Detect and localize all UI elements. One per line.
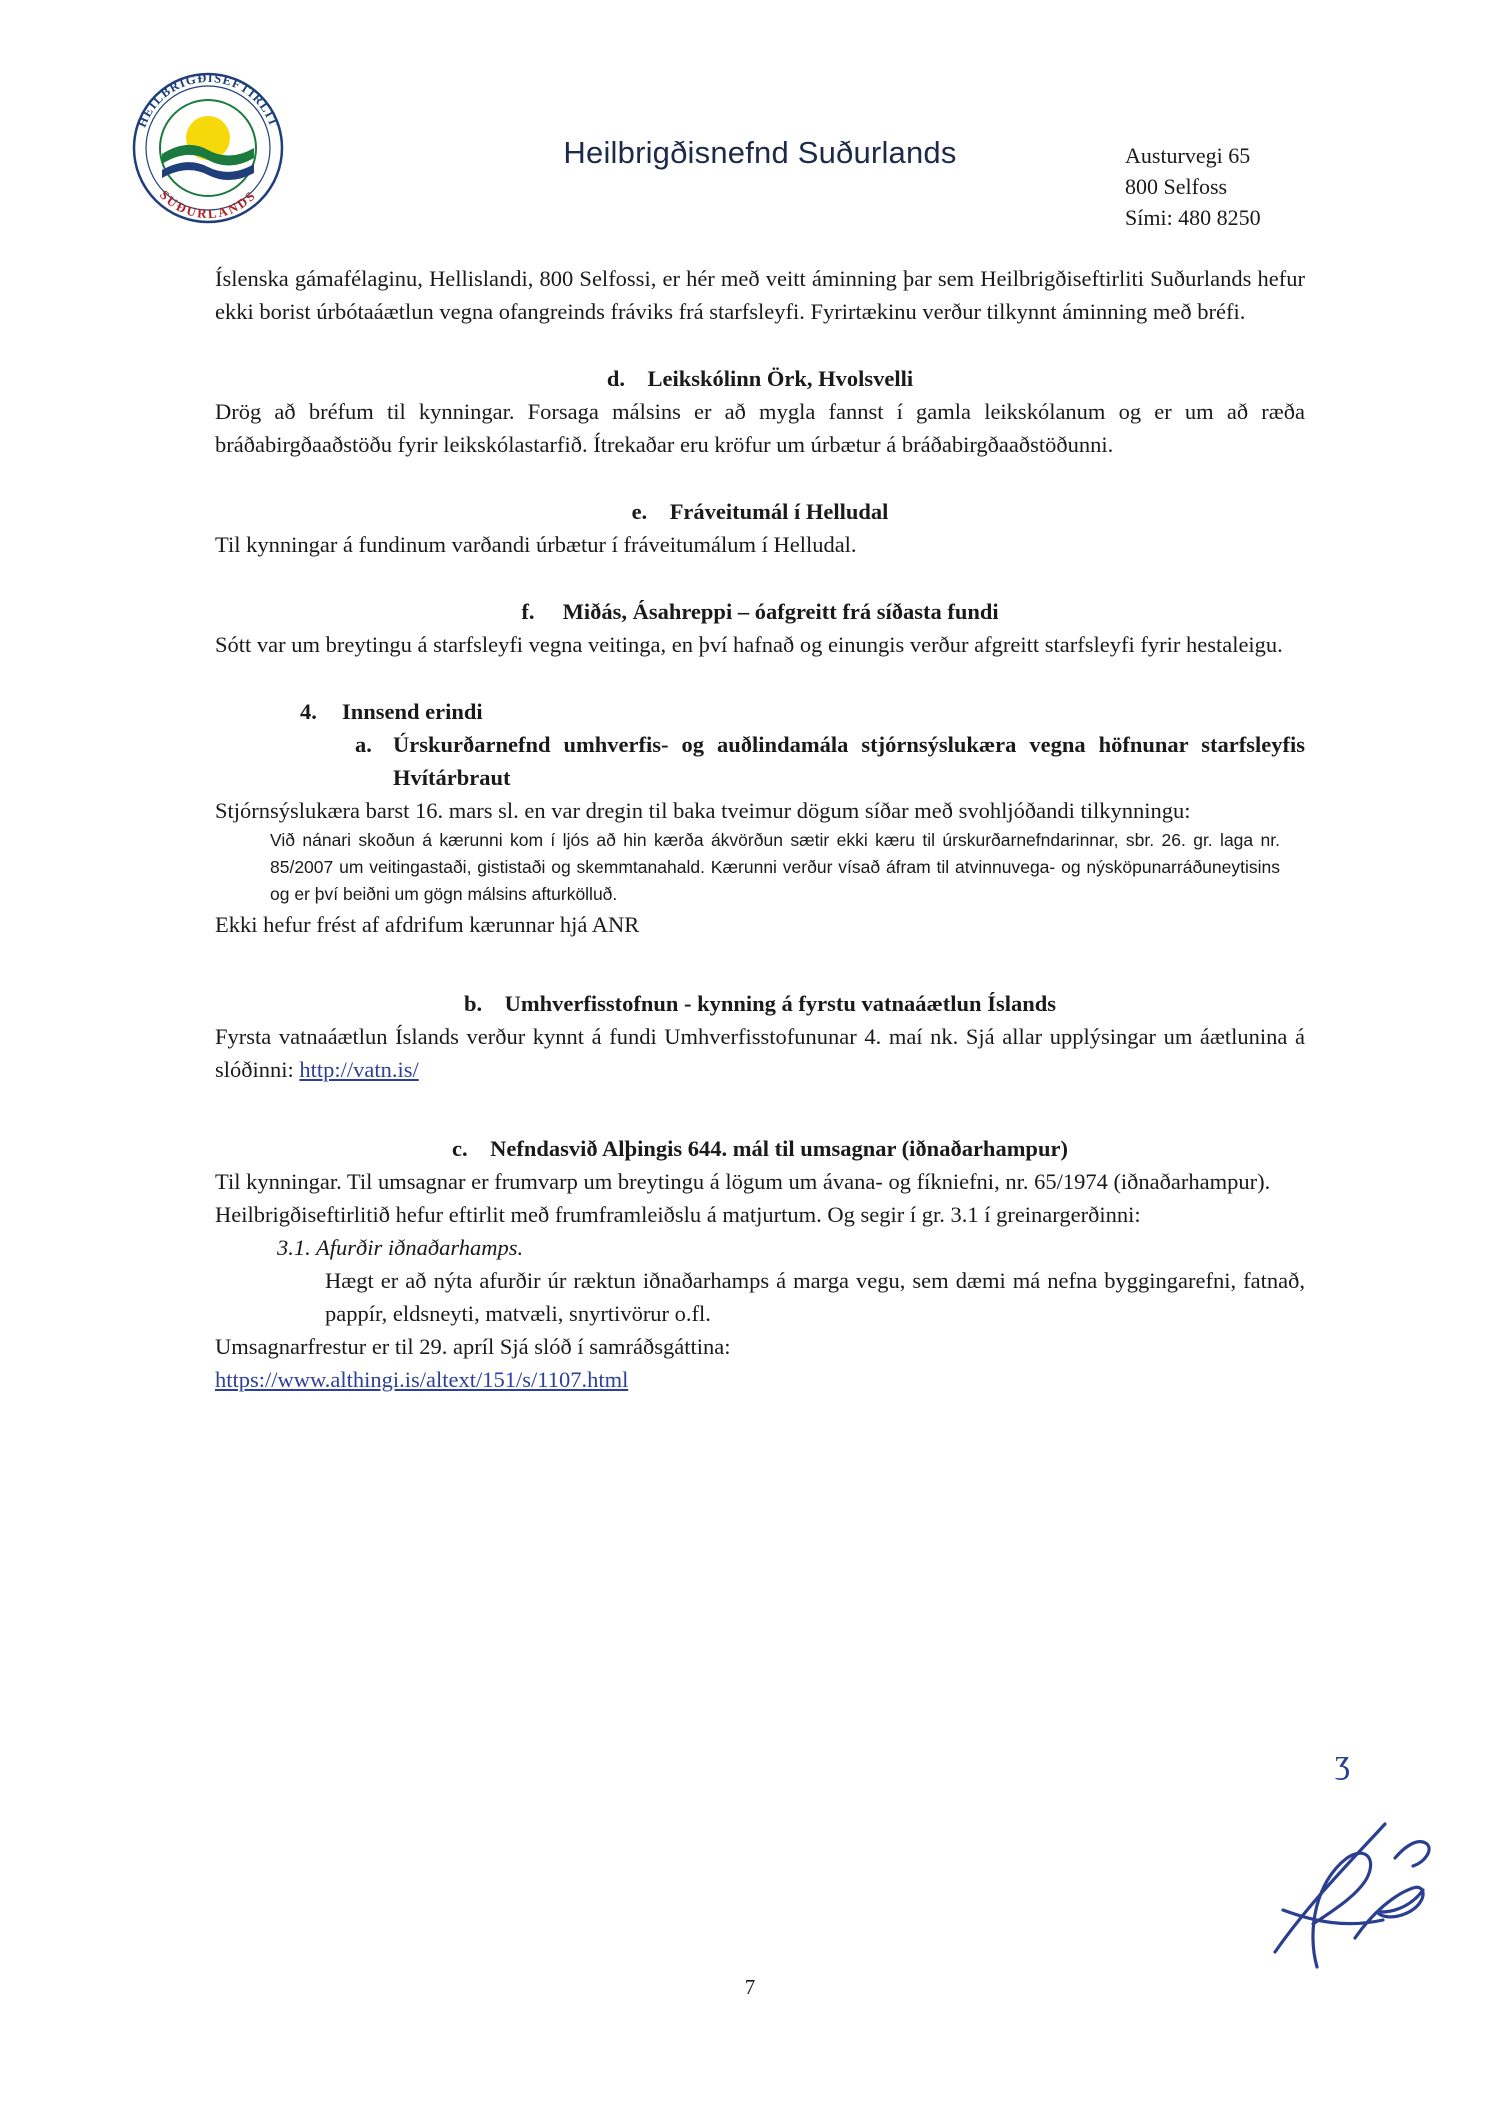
address-line-3: Sími: 480 8250 bbox=[1125, 205, 1261, 230]
item-e-letter: e. bbox=[631, 499, 648, 524]
paragraph-item-4c-3: Umsagnarfrestur er til 29. apríl Sjá slóð í samráðsgáttina: bbox=[215, 1334, 731, 1359]
handwritten-signature bbox=[1255, 1762, 1445, 2002]
vatn-link[interactable]: http://vatn.is/ bbox=[299, 1057, 419, 1082]
item-4b-letter: b. bbox=[463, 991, 483, 1016]
address-line-1: Austurvegi 65 bbox=[1125, 143, 1251, 168]
organization-logo bbox=[112, 50, 302, 230]
paragraph-item-4c-2: Heilbrigðiseftirlitið hefur eftirlit með frumframleiðslu á matjurtum. Og segir í gr. 3.1 í greinargerðinni: bbox=[215, 1202, 1141, 1227]
heading-item-d bbox=[215, 362, 1305, 395]
document-header bbox=[0, 40, 1500, 230]
paragraph-item-4a-after: Ekki hefur frést af afdrifum kærunnar hjá ANR bbox=[215, 912, 640, 937]
heading-item-4 bbox=[300, 695, 1305, 728]
signature-tick-mark: ʒ bbox=[1334, 1744, 1350, 1781]
item-f-letter: f. bbox=[521, 599, 535, 624]
svg-text:SUÐURLANDS: SUÐURLANDS bbox=[156, 187, 260, 222]
item-4-title: Innsend erindi bbox=[342, 699, 483, 724]
item-4a-title: Úrskurðarnefnd umhverfis- og auðlindamála stjórnsýslukæra vegna höfnunar starfsleyfis Hvítárbraut bbox=[393, 732, 1305, 790]
item-4c-title: Nefndasvið Alþingis 644. mál til umsagnar (iðnaðarhampur) bbox=[490, 1136, 1068, 1161]
heading-item-4b bbox=[215, 987, 1305, 1020]
page-title: Heilbrigðisnefnd Suðurlands bbox=[563, 135, 957, 170]
item-d-letter: d. bbox=[606, 366, 625, 391]
paragraph-item-4c-1: Til kynningar. Til umsagnar er frumvarp um breytingu á lögum um ávana- og fíkniefni, nr. 65/1974 (iðnaðarhampur). bbox=[215, 1169, 1271, 1194]
item-d-title: Leikskólinn Örk, Hvolsvelli bbox=[647, 366, 914, 391]
item-e-title: Fráveitumál í Helludal bbox=[669, 499, 889, 524]
item-4c-letter: c. bbox=[452, 1136, 468, 1161]
heading-item-f bbox=[215, 595, 1305, 628]
paragraph-item-f: Sótt var um breytingu á starfsleyfi vegna veitinga, en því hafnað og einungis verður afgreitt starfsleyfi fyrir hestaleigu. bbox=[215, 632, 1283, 657]
paragraph-item-d: Drög að bréfum til kynningar. Forsaga málsins er að mygla fannst í gamla leikskólanum og er um að ræða bráðabirgðaaðstöðu fyrir leikskólastarfið. Ítrekaðar eru kröfur um úrbætur á bráðabirgðaaðstöðunni. bbox=[215, 399, 1305, 457]
heading-item-4a bbox=[355, 728, 1305, 794]
header-address bbox=[1125, 140, 1261, 233]
subsection-3-1-title: 3.1. Afurðir iðnaðarhamps. bbox=[277, 1235, 524, 1260]
svg-text:HEILBRIGÐISEFTIRLIT: HEILBRIGÐISEFTIRLIT bbox=[134, 70, 282, 130]
document-body bbox=[215, 262, 1305, 1396]
subsection-3-1-body: Hægt er að nýta afurðir úr ræktun iðnaðarhamps á marga vegu, sem dæmi má nefna byggingarefni, fatnað, pappír, eldsneyti, matvæli, snyrtivörur o.fl. bbox=[325, 1268, 1305, 1326]
page-number: 7 bbox=[744, 1975, 756, 1999]
paragraph-item-e: Til kynningar á fundinum varðandi úrbætur í fráveitumálum í Helludal. bbox=[215, 532, 857, 557]
item-f-title: Miðás, Ásahreppi – óafgreitt frá síðasta fundi bbox=[562, 599, 999, 624]
item-4b-text: Fyrsta vatnaáætlun Íslands verður kynnt á fundi Umhverfisstofununar 4. maí nk. Sjá allar upplýsingar um áætlunina á slóðinni: bbox=[215, 1024, 1305, 1082]
heading-item-e bbox=[215, 495, 1305, 528]
heading-item-4c bbox=[215, 1132, 1305, 1165]
item-4-number: 4. bbox=[300, 699, 317, 724]
address-line-2: 800 Selfoss bbox=[1125, 174, 1228, 199]
item-4b-title: Umhverfisstofnun - kynning á fyrstu vatnaáætlun Íslands bbox=[504, 991, 1056, 1016]
paragraph-intro: Íslenska gámafélaginu, Hellislandi, 800 Selfossi, er hér með veitt áminning þar sem Heilbrigðiseftirliti Suðurlands hefur ekki borist úrbótaáætlun vegna ofangreinds fráviks frá starfsleyfi. Fyrirtækinu verður tilkynnt áminning með bréfi. bbox=[215, 266, 1305, 324]
althingi-link[interactable]: https://www.althingi.is/altext/151/s/1107.html bbox=[215, 1367, 629, 1392]
paragraph-item-4a: Stjórnsýslukæra barst 16. mars sl. en var dregin til baka tveimur dögum síðar með svohljóðandi tilkynningu: bbox=[215, 798, 1191, 823]
paragraph-item-4b bbox=[215, 1020, 1305, 1086]
item-4a-letter: a. bbox=[355, 732, 372, 757]
quote-block-4a: Við nánari skoðun á kærunni kom í ljós að hin kærða ákvörðun sætir ekki kæru til úrskurðarnefndarinnar, sbr. 26. gr. laga nr. 85/2007 um veitingastaði, gististaði og skemmtanahald. Kærunni verður vísað áfram til atvinnuvega- og nýsköpunarráðuneytisins og er því beiðni um gögn málsins afturkölluð. bbox=[270, 830, 1280, 904]
